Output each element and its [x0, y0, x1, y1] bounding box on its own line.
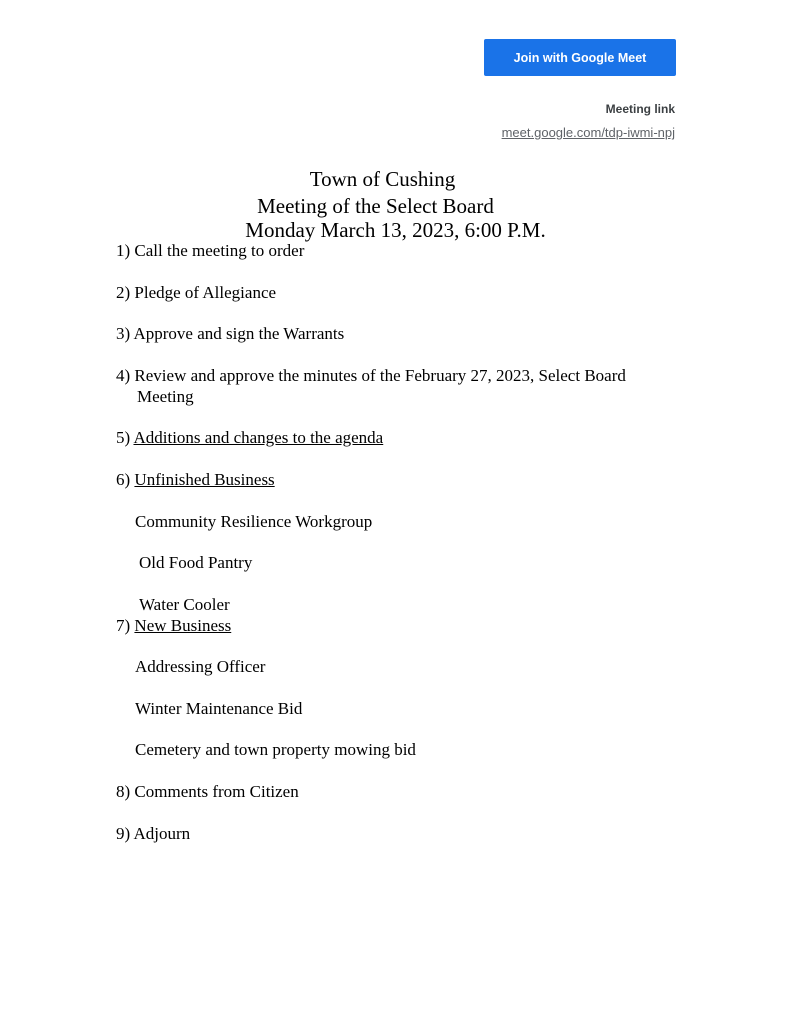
agenda-item-5-number: 5)	[116, 428, 134, 447]
town-name-heading: Town of Cushing	[309, 167, 456, 191]
agenda-item-3: 3) Approve and sign the Warrants	[116, 324, 345, 343]
meeting-title-heading: Meeting of the Select Board	[257, 194, 494, 218]
agenda-item-6-number: 6)	[116, 470, 135, 489]
agenda-item-2: 2) Pledge of Allegiance	[116, 283, 277, 302]
new-business-sub-item: Addressing Officer	[135, 657, 266, 676]
new-business-sub-item: Cemetery and town property mowing bid	[135, 740, 416, 759]
meeting-link[interactable]: meet.google.com/tdp-iwmi-npj	[501, 125, 675, 140]
agenda-item-4: 4) Review and approve the minutes of the February 27, 2023, Select Board	[116, 366, 626, 385]
agenda-item-5	[116, 428, 383, 448]
new-business-sub-item: Winter Maintenance Bid	[135, 699, 303, 718]
agenda-item-8: 8) Comments from Citizen	[116, 782, 299, 801]
agenda-item-1: 1) Call the meeting to order	[116, 241, 305, 260]
agenda-item-4-continued: Meeting	[137, 387, 194, 406]
unfinished-business-sub-item: Old Food Pantry	[139, 553, 253, 572]
meeting-link-label: Meeting link	[605, 102, 675, 116]
agenda-item-5-text: Additions and changes to the agenda	[133, 428, 384, 447]
agenda-item-6	[116, 470, 275, 490]
agenda-item-9: 9) Adjourn	[116, 824, 191, 843]
meeting-date-heading: Monday March 13, 2023, 6:00 P.M.	[245, 218, 546, 242]
agenda-item-7-text: New Business	[134, 616, 232, 635]
agenda-item-6-text: Unfinished Business	[134, 470, 275, 489]
join-google-meet-button[interactable]: Join with Google Meet	[484, 39, 676, 76]
unfinished-business-sub-item: Water Cooler	[139, 595, 230, 614]
unfinished-business-sub-item: Community Resilience Workgroup	[135, 512, 373, 531]
agenda-item-7	[116, 616, 231, 636]
agenda-item-7-number: 7)	[116, 616, 135, 635]
